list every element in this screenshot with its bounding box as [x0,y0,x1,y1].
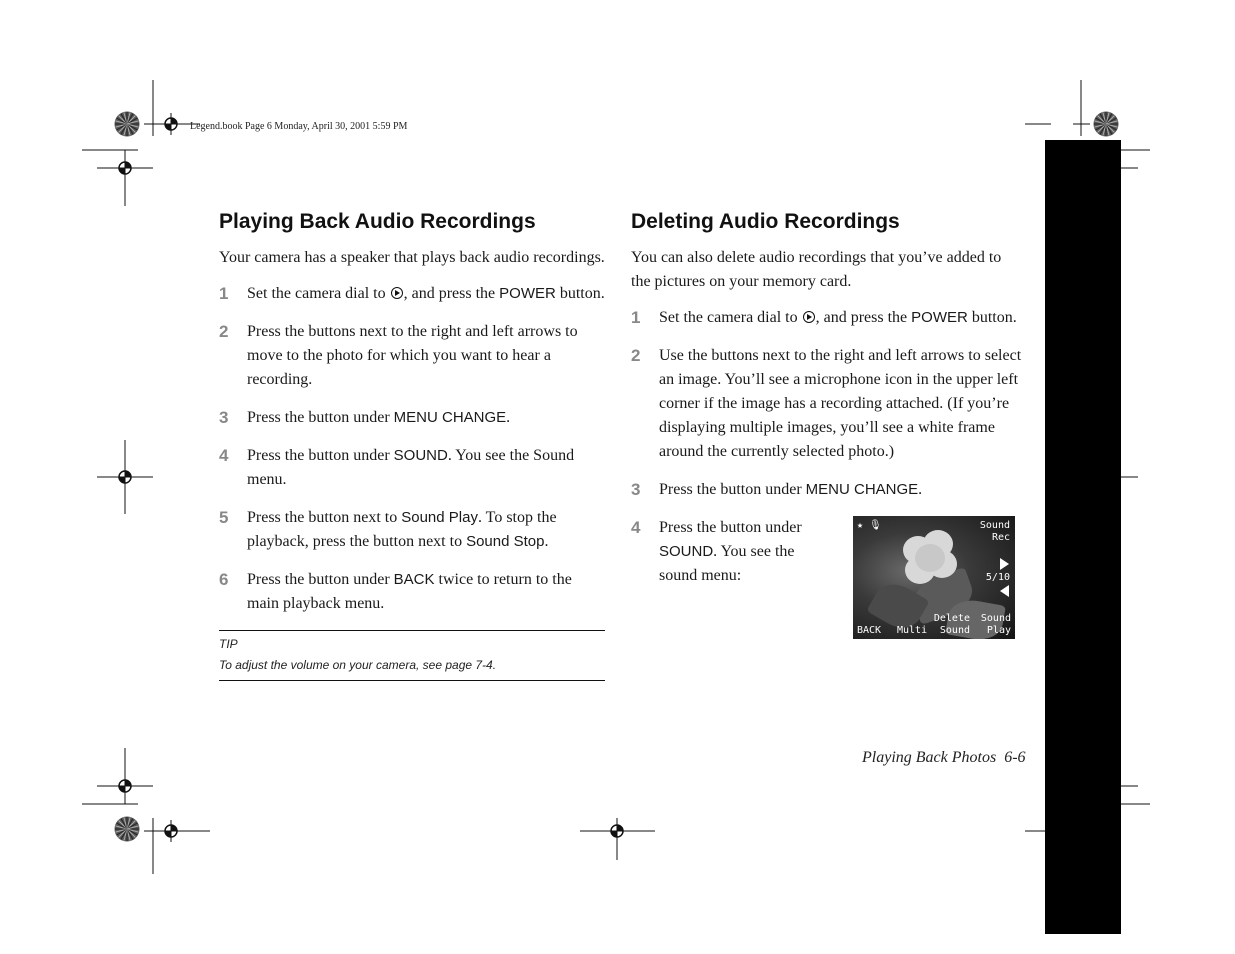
step-text: Press the button under MENU CHANGE. [659,481,923,498]
chapter-title: Playing Back Photos [862,749,997,766]
step-number: 2 [631,346,641,365]
multi-label: Multi [897,625,928,636]
playback-mode-icon [803,311,815,323]
step-2 [219,320,605,392]
print-slug: Legend.book Page 6 Monday, April 30, 2001 5:59 PM [190,121,408,132]
step-1 [219,282,605,306]
step-number: 4 [631,518,641,537]
step-number: 2 [219,322,229,341]
back-label: BACK [857,625,882,636]
step-6 [219,568,605,616]
star-mic-icons: ★ 🎙 [857,520,882,531]
tip-label: TIP [219,637,238,651]
step-number: 1 [631,308,641,327]
deleting-audio-section [631,208,1023,636]
image-counter: 5/10 [985,572,1010,583]
step-4 [219,444,605,492]
page-footer [862,749,1026,767]
playback-mode-icon [391,287,403,299]
tip-text: To adjust the volume on your camera, see page 7-4. [219,658,497,672]
step-text: Set the camera dial to , and press the POWER button. [659,309,1017,326]
tip-box [219,630,605,681]
step-2 [631,344,1023,464]
step-number: 5 [219,508,229,527]
step-text: Use the buttons next to the right and left arrows to select an image. You’ll see a microphone icon in the upper left corner if the image has a recording attached. (If you’re displaying multiple images, you’ll see a white frame around the currently selected photo.) [659,347,1022,460]
playing-back-audio-section [219,208,605,681]
section-intro: Your camera has a speaker that plays back audio recordings. [219,249,605,266]
flower-photo [899,530,959,588]
step-number: 6 [219,570,229,589]
delete-sound-label: Delete Sound [933,613,970,636]
section-heading: Playing Back Audio Recordings [219,210,536,233]
step-number: 1 [219,284,229,303]
step-text: Press the button next to Sound Play. To stop the playback, press the button next to Sound Stop. [247,509,557,550]
step-3 [631,478,1023,502]
step-4 [631,516,1023,636]
right-arrow-icon [1000,558,1009,570]
thumb-tab-black-bar [1045,140,1121,934]
step-number: 3 [631,480,641,499]
section-intro: You can also delete audio recordings that you’ve added to the pictures on your memory card. [631,249,1002,290]
step-3 [219,406,605,430]
step-text: Press the button under BACK twice to return to the main playback menu. [247,571,572,612]
page-number: 6-6 [1004,749,1026,766]
step-number: 4 [219,446,229,465]
sound-play-label: Sound Play [980,613,1011,636]
section-heading: Deleting Audio Recordings [631,210,900,233]
step-5 [219,506,605,554]
left-arrow-icon [1000,585,1009,597]
step-1 [631,306,1023,330]
step-text: Press the button under SOUND. You see the Sound menu. [247,447,575,488]
step-text: Set the camera dial to , and press the POWER button. [247,285,605,302]
step-text: Press the button under MENU CHANGE. [247,409,511,426]
step-text: Press the buttons next to the right and left arrows to move to the photo for which you want to hear a recording. [247,323,578,388]
step-number: 3 [219,408,229,427]
camera-sound-menu-screen [853,516,1015,639]
step-text: Press the button under SOUND. You see the sound menu: [659,519,802,584]
sound-rec-label: Sound Rec [979,520,1010,543]
